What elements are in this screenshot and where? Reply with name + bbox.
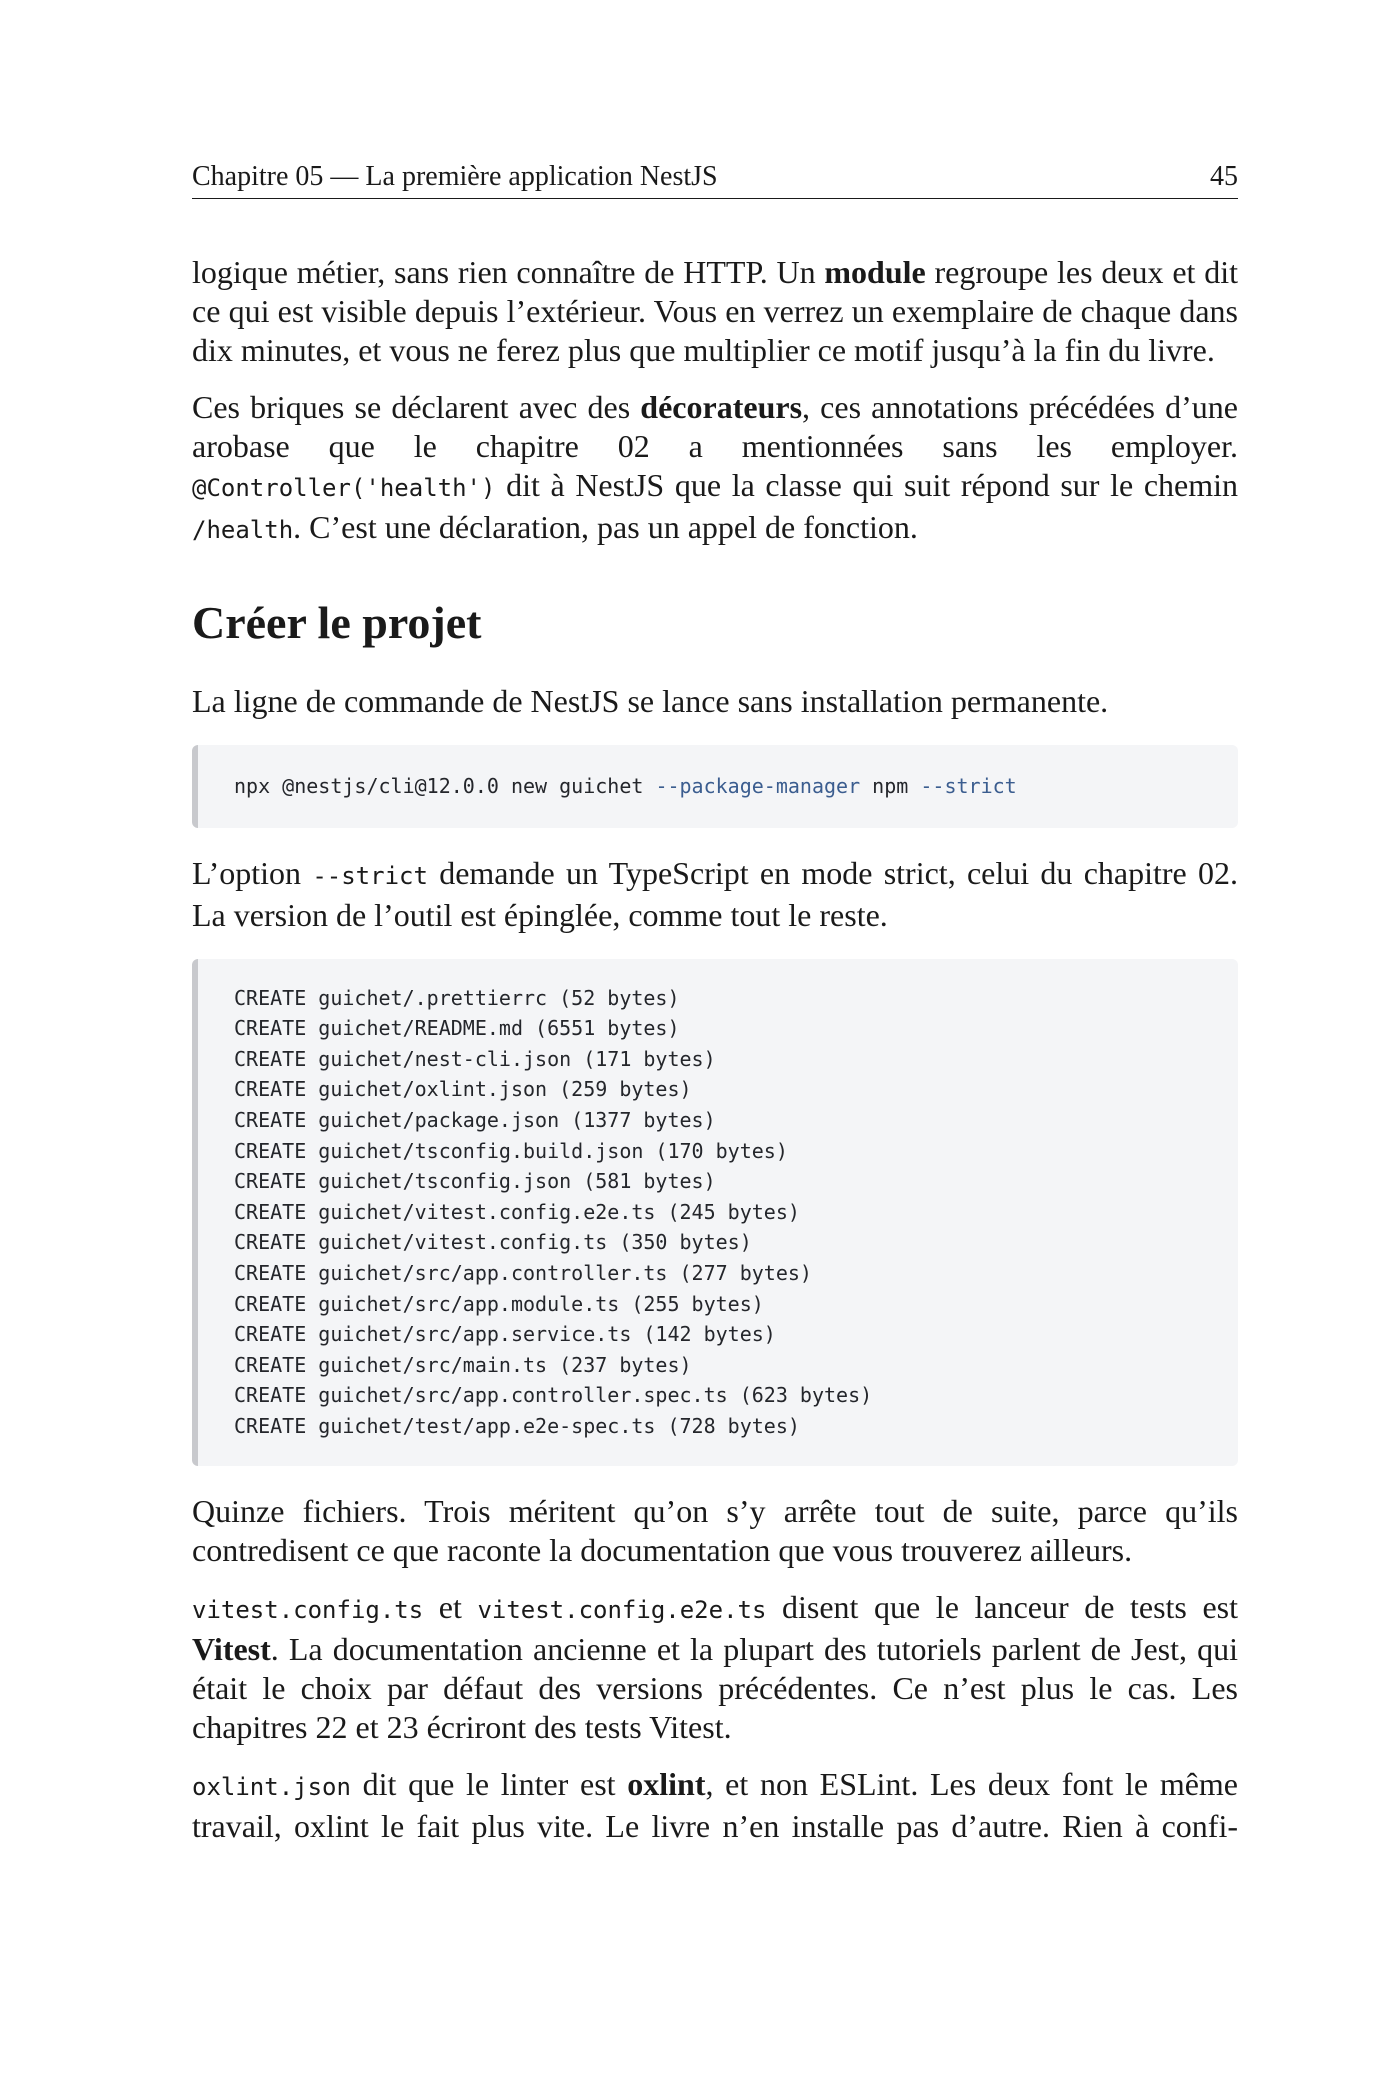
cli-output-code-block bbox=[192, 959, 1238, 1466]
output-line: CREATE guichet/package.json (1377 bytes) bbox=[234, 1107, 716, 1132]
output-line: CREATE guichet/vitest.config.e2e.ts (245 bytes) bbox=[234, 1199, 800, 1224]
paragraph-modules: logique métier, sans rien connaître de HTTP. Un module regroupe les deux et dit ce qui est visible depuis l’extérieur. Vous en verrez un exemplaire de chaque dans dix minutes, et vous ne ferez plus que multiplier ce motif jusqu’à la fin du livre. bbox=[192, 254, 1239, 368]
paragraph-decorators: Ces briques se déclarent avec des décorateurs, ces annotations précédées d’une arobase que le chapitre 02 a mentionnées sans les employer. @Controller('health') dit à NestJS que la classe qui suit répond sur le chemin /health. C’est une déclaration, pas un appel de fonction. bbox=[192, 389, 1239, 545]
inline-code-vitest-e2e-config: vitest.config.e2e.ts bbox=[477, 1595, 767, 1624]
term-vitest: Vitest bbox=[192, 1630, 271, 1667]
inline-code-vitest-config: vitest.config.ts bbox=[192, 1595, 424, 1624]
paragraph-oxlint: oxlint.json dit que le linter est oxlint, et non ESLint. Les deux font le même travail, oxlint le fait plus vite. Le livre n’en installe pas d’autre. Rien à confi- bbox=[192, 1765, 1239, 1844]
section-heading: Créer le projet bbox=[192, 597, 482, 648]
term-decorateurs: décorateurs bbox=[640, 389, 803, 425]
output-line: CREATE guichet/src/app.service.ts (142 bytes) bbox=[234, 1322, 776, 1347]
inline-code-strict: --strict bbox=[312, 861, 428, 890]
inline-code-health-path: /health bbox=[192, 516, 294, 544]
output-line: CREATE guichet/src/app.module.ts (255 bytes) bbox=[234, 1291, 764, 1316]
output-line: CREATE guichet/test/app.e2e-spec.ts (728 bytes) bbox=[234, 1413, 800, 1438]
flag-package-manager: --package-manager bbox=[655, 774, 861, 798]
output-line: CREATE guichet/.prettierrc (52 bytes) bbox=[234, 985, 680, 1010]
running-header bbox=[192, 160, 1238, 199]
paragraph-fifteen-files: Quinze fichiers. Trois méritent qu’on s’y arrête tout de suite, parce qu’ils contredisent ce que raconte la documentation que vous trouverez ailleurs. bbox=[192, 1492, 1238, 1568]
output-line: CREATE guichet/vitest.config.ts (350 bytes) bbox=[234, 1230, 752, 1255]
term-module: module bbox=[824, 254, 926, 290]
chapter-title: Chapitre 05 — La première application NestJS bbox=[192, 161, 718, 192]
term-oxlint: oxlint bbox=[627, 1765, 706, 1802]
output-line: CREATE guichet/README.md (6551 bytes) bbox=[234, 1016, 680, 1041]
output-line: CREATE guichet/src/app.controller.spec.ts (623 bytes) bbox=[234, 1383, 873, 1408]
output-line: CREATE guichet/src/main.ts (237 bytes) bbox=[234, 1352, 692, 1377]
paragraph-cli-intro: La ligne de commande de NestJS se lance sans installation permanente. bbox=[192, 683, 1109, 719]
page-body bbox=[192, 253, 1238, 1846]
output-line: CREATE guichet/tsconfig.json (581 bytes) bbox=[234, 1169, 716, 1194]
output-line: CREATE guichet/oxlint.json (259 bytes) bbox=[234, 1077, 692, 1102]
output-line: CREATE guichet/src/app.controller.ts (277 bytes) bbox=[234, 1260, 812, 1285]
book-page bbox=[192, 160, 1238, 1864]
output-line: CREATE guichet/nest-cli.json (171 bytes) bbox=[234, 1046, 716, 1071]
paragraph-vitest: vitest.config.ts et vitest.config.e2e.ts disent que le lanceur de tests est Vitest. La documentation ancienne et la plupart des tutoriels parlent de Jest, qui était le choix par défaut des versions précédentes. Ce n’est plus le cas. Les chapitres 22 et 23 écriront des tests Vitest. bbox=[192, 1588, 1238, 1745]
flag-strict: --strict bbox=[920, 774, 1017, 798]
inline-code-oxlint-json: oxlint.json bbox=[192, 1772, 351, 1801]
paragraph-strict-option: L’option --strict demande un TypeScript en mode strict, celui du chapitre 02. La version de l’outil est épinglée, comme tout le reste. bbox=[192, 854, 1239, 933]
output-line: CREATE guichet/tsconfig.build.json (170 bytes) bbox=[234, 1138, 788, 1163]
inline-code-controller: @Controller('health') bbox=[192, 474, 496, 502]
command-code-block: npx @nestjs/cli@12.0.0 new guichet --package-manager npm --strict bbox=[192, 745, 1238, 828]
page-number: 45 bbox=[1210, 161, 1238, 192]
